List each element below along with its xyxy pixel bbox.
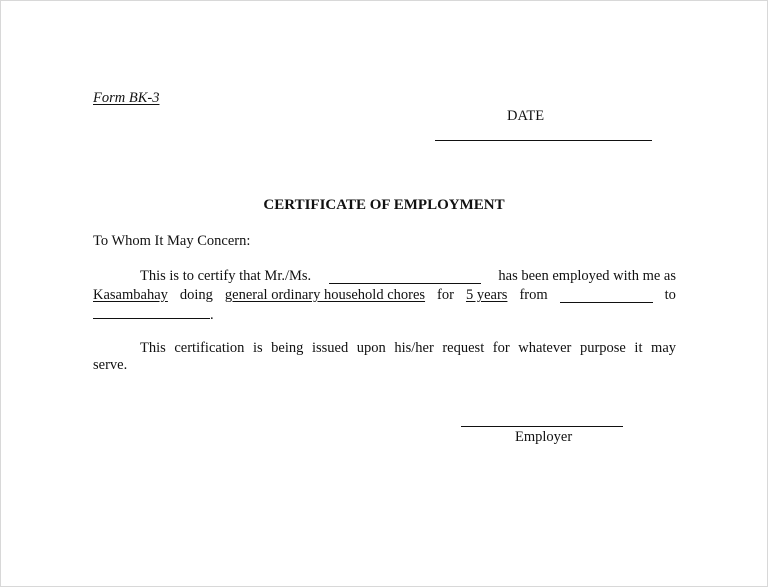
start-date-blank xyxy=(560,289,653,303)
date-blank-line xyxy=(435,140,652,141)
date-label: DATE xyxy=(507,108,545,124)
signature-line xyxy=(461,426,623,427)
doing-text: doing xyxy=(179,287,213,303)
duties-value: general ordinary household chores xyxy=(224,287,426,303)
paragraph1-line2 xyxy=(93,287,676,303)
employed-text: has been employed with me as xyxy=(498,268,676,284)
paragraph1-line1 xyxy=(140,268,676,284)
from-text: from xyxy=(519,287,548,303)
position-value: Kasambahay xyxy=(93,287,168,303)
duration-value: 5 years xyxy=(465,287,508,303)
period: . xyxy=(210,307,214,323)
paragraph1-line3 xyxy=(93,305,214,323)
end-date-blank xyxy=(93,305,210,319)
certificate-title: CERTIFICATE OF EMPLOYMENT xyxy=(263,197,505,213)
for-text: for xyxy=(437,287,454,303)
to-text: to xyxy=(664,287,676,303)
salutation: To Whom It May Concern: xyxy=(93,233,251,249)
employer-label: Employer xyxy=(515,429,573,445)
certify-text: This is to certify that Mr./Ms. xyxy=(140,268,312,284)
paragraph2-line1: This certification is being issued upon his/her request for whatever purpose it may xyxy=(140,340,676,356)
paragraph2-line2: serve. xyxy=(93,357,128,373)
form-label: Form BK-3 xyxy=(93,90,160,106)
employee-name-blank xyxy=(329,270,481,284)
